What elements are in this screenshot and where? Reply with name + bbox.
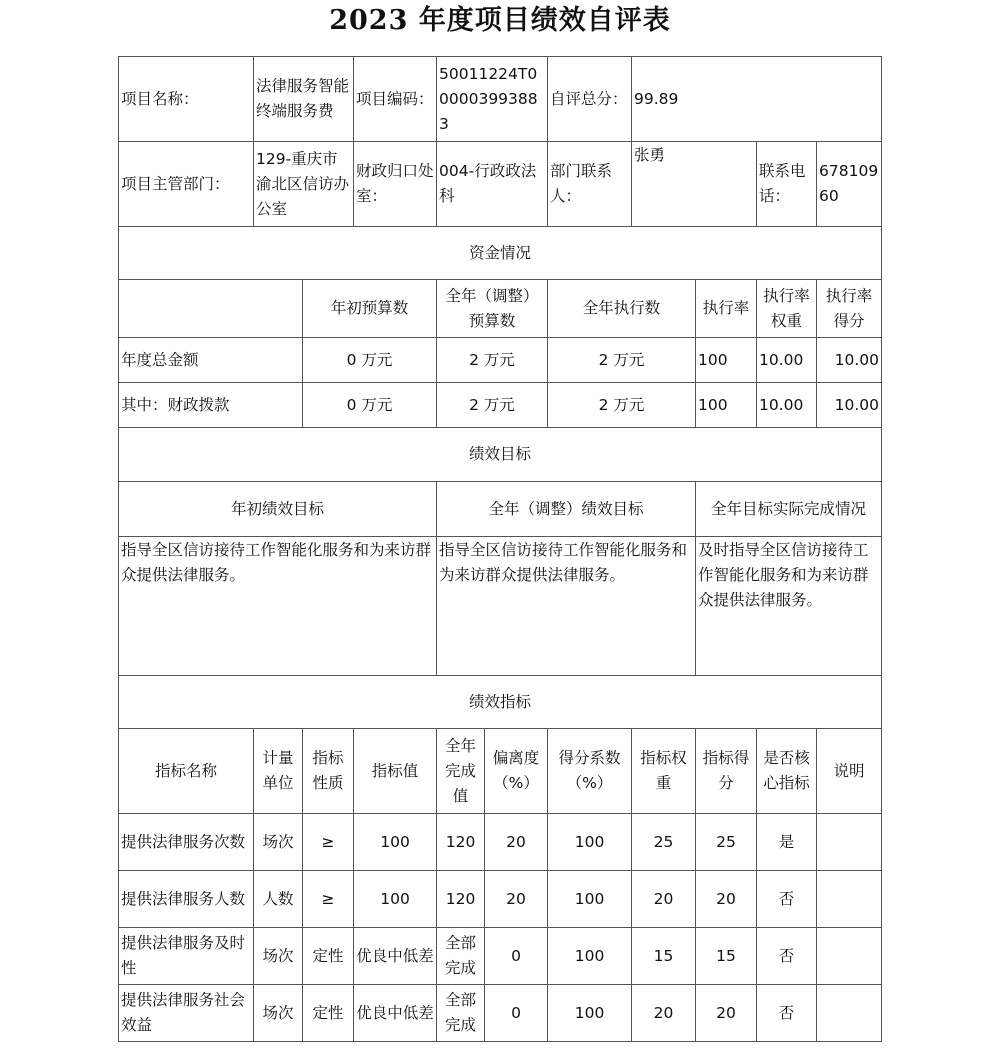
ind-unit: 场次 bbox=[254, 814, 303, 871]
ind-note bbox=[817, 985, 882, 1042]
ind-unit: 场次 bbox=[254, 928, 303, 985]
project-name-row bbox=[119, 57, 882, 142]
project-code-label: 项目编码： bbox=[354, 57, 437, 142]
project-name-value: 法律服务智能终端服务费 bbox=[254, 57, 354, 142]
funds-header-blank bbox=[119, 280, 303, 338]
funds-row-score: 10.00 bbox=[817, 338, 882, 383]
ind-weight: 15 bbox=[632, 928, 696, 985]
ind-core: 否 bbox=[757, 871, 817, 928]
evaluation-table bbox=[118, 56, 882, 1042]
indicators-section-row bbox=[119, 676, 882, 729]
ind-name: 提供法律服务次数 bbox=[119, 814, 254, 871]
goals-initial-text: 指导全区信访接待工作智能化服务和为来访群众提供法律服务。 bbox=[119, 537, 437, 676]
ind-target: 100 bbox=[354, 871, 437, 928]
goals-content-row bbox=[119, 537, 882, 676]
funds-row bbox=[119, 338, 882, 383]
funds-row-executed: 2 万元 bbox=[548, 338, 696, 383]
ind-weight: 20 bbox=[632, 871, 696, 928]
ind-score: 20 bbox=[696, 871, 757, 928]
goals-adjusted-text: 指导全区信访接待工作智能化服务和为来访群众提供法律服务。 bbox=[437, 537, 696, 676]
ind-done: 全部完成 bbox=[437, 928, 485, 985]
ind-nature: 定性 bbox=[303, 985, 354, 1042]
ind-name: 提供法律服务人数 bbox=[119, 871, 254, 928]
ind-note bbox=[817, 928, 882, 985]
indicator-row bbox=[119, 928, 882, 985]
indicator-row bbox=[119, 814, 882, 871]
goals-header-row bbox=[119, 482, 882, 537]
funds-row-initial: 0 万元 bbox=[303, 338, 437, 383]
self-score-label: 自评总分： bbox=[548, 57, 632, 142]
funds-section-row bbox=[119, 227, 882, 280]
project-code-value: 50011224T000003993883 bbox=[437, 57, 548, 142]
ind-header-score: 指标得分 bbox=[696, 729, 757, 814]
dept-value: 129-重庆市渝北区信访办公室 bbox=[254, 142, 354, 227]
phone-value: 67810960 bbox=[817, 142, 882, 227]
ind-dev: 0 bbox=[485, 928, 548, 985]
indicator-row bbox=[119, 985, 882, 1042]
funds-row-weight: 10.00 bbox=[757, 383, 817, 428]
goals-header-adjusted: 全年（调整）绩效目标 bbox=[437, 482, 696, 537]
funds-row-label: 其中：财政拨款 bbox=[119, 383, 303, 428]
funds-row-weight: 10.00 bbox=[757, 338, 817, 383]
finance-office-label: 财政归口处室： bbox=[354, 142, 437, 227]
finance-office-value: 004-行政政法科 bbox=[437, 142, 548, 227]
page-title: 2023 年度项目绩效自评表 bbox=[329, 5, 671, 36]
ind-header-name: 指标名称 bbox=[119, 729, 254, 814]
ind-core: 是 bbox=[757, 814, 817, 871]
ind-header-core: 是否核心指标 bbox=[757, 729, 817, 814]
contact-label: 部门联系人： bbox=[548, 142, 632, 227]
self-score-value: 99.89 bbox=[632, 57, 882, 142]
funds-row-initial: 0 万元 bbox=[303, 383, 437, 428]
ind-weight: 25 bbox=[632, 814, 696, 871]
ind-done: 120 bbox=[437, 814, 485, 871]
ind-coef: 100 bbox=[548, 814, 632, 871]
ind-score: 25 bbox=[696, 814, 757, 871]
ind-header-nature: 指标性质 bbox=[303, 729, 354, 814]
ind-name: 提供法律服务及时性 bbox=[119, 928, 254, 985]
funds-row-score: 10.00 bbox=[817, 383, 882, 428]
goals-header-initial: 年初绩效目标 bbox=[119, 482, 437, 537]
goals-section-title: 绩效目标 bbox=[119, 428, 882, 482]
ind-coef: 100 bbox=[548, 871, 632, 928]
ind-score: 20 bbox=[696, 985, 757, 1042]
funds-row bbox=[119, 383, 882, 428]
ind-dev: 0 bbox=[485, 985, 548, 1042]
ind-note bbox=[817, 871, 882, 928]
goals-actual-text: 及时指导全区信访接待工作智能化服务和为来访群众提供法律服务。 bbox=[696, 537, 882, 676]
ind-core: 否 bbox=[757, 985, 817, 1042]
funds-row-adjusted: 2 万元 bbox=[437, 383, 548, 428]
funds-header-adjusted: 全年（调整）预算数 bbox=[437, 280, 548, 338]
indicators-section-title: 绩效指标 bbox=[119, 676, 882, 729]
ind-dev: 20 bbox=[485, 814, 548, 871]
goals-header-actual: 全年目标实际完成情况 bbox=[696, 482, 882, 537]
ind-note bbox=[817, 814, 882, 871]
ind-coef: 100 bbox=[548, 928, 632, 985]
ind-weight: 20 bbox=[632, 985, 696, 1042]
indicator-row bbox=[119, 871, 882, 928]
ind-unit: 人数 bbox=[254, 871, 303, 928]
ind-done: 120 bbox=[437, 871, 485, 928]
ind-score: 15 bbox=[696, 928, 757, 985]
ind-header-unit: 计量单位 bbox=[254, 729, 303, 814]
funds-header-row bbox=[119, 280, 882, 338]
funds-header-weight: 执行率权重 bbox=[757, 280, 817, 338]
funds-row-rate: 100 bbox=[696, 338, 757, 383]
contact-value: 张勇 bbox=[632, 142, 757, 227]
ind-done: 全部完成 bbox=[437, 985, 485, 1042]
ind-header-done: 全年完成值 bbox=[437, 729, 485, 814]
funds-header-score: 执行率得分 bbox=[817, 280, 882, 338]
ind-coef: 100 bbox=[548, 985, 632, 1042]
ind-target: 优良中低差 bbox=[354, 928, 437, 985]
funds-header-executed: 全年执行数 bbox=[548, 280, 696, 338]
ind-header-dev: 偏离度（%） bbox=[485, 729, 548, 814]
funds-row-executed: 2 万元 bbox=[548, 383, 696, 428]
ind-name: 提供法律服务社会效益 bbox=[119, 985, 254, 1042]
ind-target: 100 bbox=[354, 814, 437, 871]
ind-nature: ≥ bbox=[303, 871, 354, 928]
ind-nature: 定性 bbox=[303, 928, 354, 985]
ind-header-coef: 得分系数（%） bbox=[548, 729, 632, 814]
ind-nature: ≥ bbox=[303, 814, 354, 871]
ind-header-weight: 指标权重 bbox=[632, 729, 696, 814]
funds-header-rate: 执行率 bbox=[696, 280, 757, 338]
goals-section-row bbox=[119, 428, 882, 482]
ind-core: 否 bbox=[757, 928, 817, 985]
funds-row-rate: 100 bbox=[696, 383, 757, 428]
ind-target: 优良中低差 bbox=[354, 985, 437, 1042]
ind-header-note: 说明 bbox=[817, 729, 882, 814]
funds-header-initial: 年初预算数 bbox=[303, 280, 437, 338]
ind-unit: 场次 bbox=[254, 985, 303, 1042]
phone-label: 联系电话： bbox=[757, 142, 817, 227]
dept-label: 项目主管部门： bbox=[119, 142, 254, 227]
project-name-label: 项目名称： bbox=[119, 57, 254, 142]
department-row bbox=[119, 142, 882, 227]
ind-dev: 20 bbox=[485, 871, 548, 928]
funds-section-title: 资金情况 bbox=[119, 227, 882, 280]
funds-row-label: 年度总金额 bbox=[119, 338, 303, 383]
funds-row-adjusted: 2 万元 bbox=[437, 338, 548, 383]
ind-header-target: 指标值 bbox=[354, 729, 437, 814]
indicators-header-row bbox=[119, 729, 882, 814]
